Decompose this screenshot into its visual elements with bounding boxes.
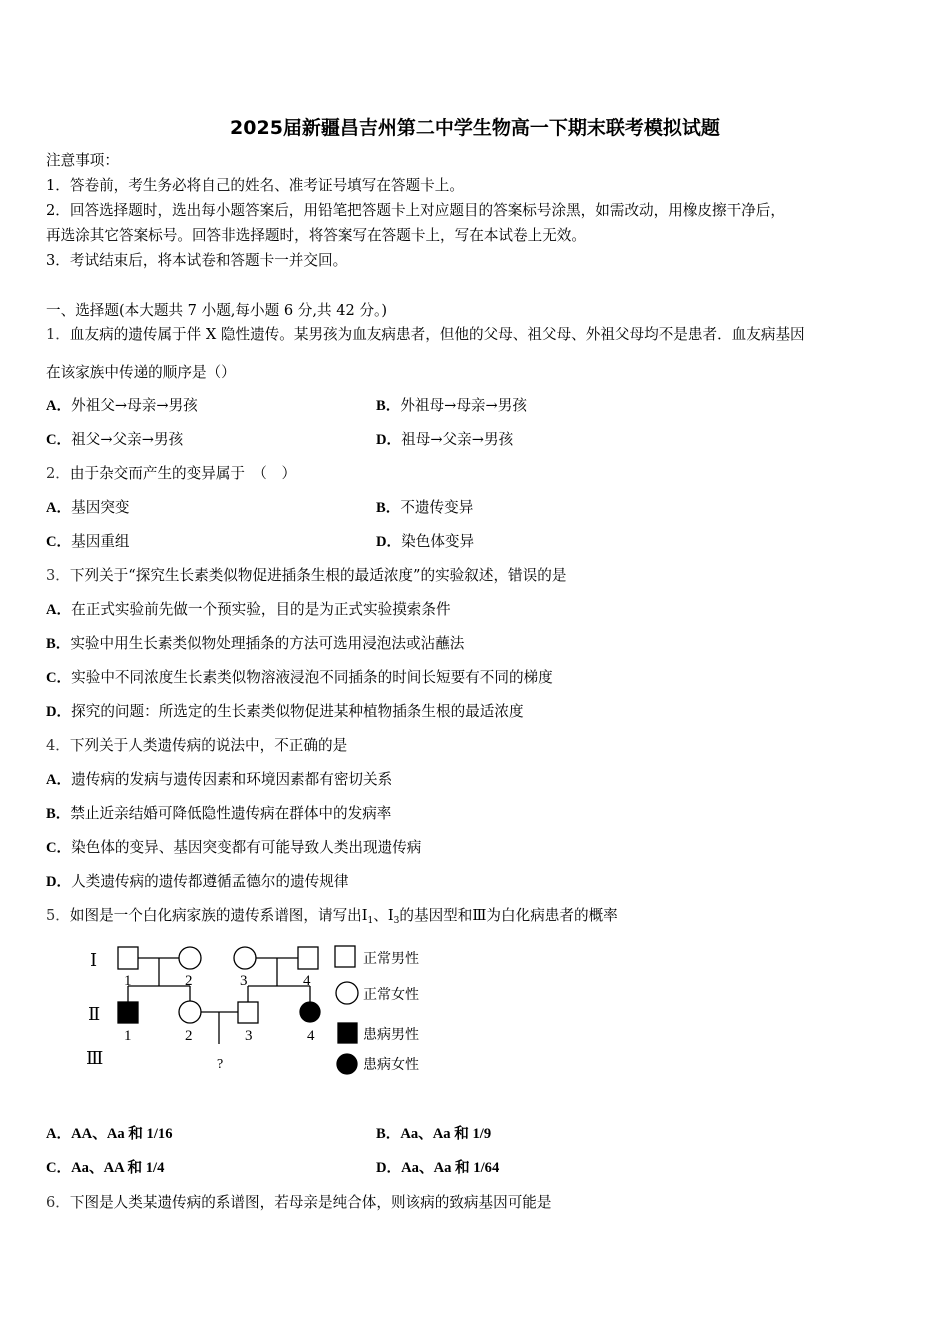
- option-text: 染色体变异: [401, 533, 475, 550]
- q5-option-c: [46, 1158, 164, 1178]
- generation-label-iii: Ⅲ: [86, 1048, 104, 1068]
- option-label: C．: [46, 1160, 72, 1176]
- q4-option-b: [46, 804, 391, 824]
- q1-option-a: [46, 396, 198, 416]
- q2-option-d: [376, 532, 474, 552]
- option-text: 基因重组: [71, 533, 130, 550]
- question-number: 6．: [46, 1194, 70, 1211]
- individual-ii-4-affected-female: [300, 1002, 320, 1022]
- subscript-1: 1: [367, 916, 374, 926]
- option-label: D．: [46, 704, 72, 720]
- question-1-stem: [46, 325, 805, 345]
- legend-affected-female-label: 患病女性: [363, 1058, 419, 1073]
- question-3-stem: [46, 566, 566, 586]
- question-number: 3．: [46, 567, 70, 584]
- option-text: 在正式实验前先做一个预实验，目的是为正式实验摸索条件: [71, 601, 451, 618]
- q4-option-d: [46, 872, 348, 892]
- individual-ii-3-normal-male: [238, 1002, 258, 1023]
- gen1-number-2: 2: [185, 973, 193, 989]
- q3-option-c: [46, 668, 553, 688]
- notice-item-2-cont: 再选涂其它答案标号。回答非选择题时，将答案写在答题卡上，写在本试卷上无效。: [46, 227, 586, 244]
- question-number: 4．: [46, 737, 70, 754]
- q4-option-c: [46, 838, 421, 858]
- option-label: A．: [46, 500, 72, 516]
- option-label: C．: [46, 432, 72, 448]
- notice-item-2: 2．回答选择题时，选出每小题答案后，用铅笔把答题卡上对应题目的答案标号涂黑，如需改动，用橡皮擦干净后，: [46, 202, 785, 219]
- q2-option-a: [46, 498, 130, 518]
- individual-ii-2-normal-female: [179, 1001, 201, 1023]
- individual-i-3-normal-female: [234, 947, 256, 969]
- gen1-number-1: 1: [124, 973, 132, 989]
- option-label: B．: [376, 500, 401, 516]
- q1-option-c: [46, 430, 183, 450]
- gen2-number-3: 3: [245, 1028, 253, 1044]
- individual-ii-1-affected-male: [118, 1002, 138, 1023]
- option-label: D．: [376, 534, 402, 550]
- individual-i-1-normal-male: [118, 947, 138, 969]
- q5-option-b: [376, 1124, 491, 1144]
- option-text: 人类遗传病的遗传都遵循孟德尔的遗传规律: [71, 873, 349, 890]
- option-label: B．: [376, 1126, 401, 1142]
- notice-item-3: 3．考试结束后，将本试卷和答题卡一并交回。: [46, 252, 348, 269]
- option-text: 外祖母→母亲→男孩: [400, 397, 527, 414]
- question-text: 下列关于“探究生长素类似物促进插条生根的最适浓度”的实验叙述，错误的是: [69, 567, 567, 584]
- gen3-unknown-mark: ?: [217, 1057, 224, 1072]
- gen1-number-4: 4: [303, 973, 311, 989]
- question-6-stem: [46, 1193, 552, 1213]
- question-1-stem-cont: 在该家族中传递的顺序是（）: [46, 364, 236, 381]
- option-label: A．: [46, 1126, 72, 1142]
- option-label: C．: [46, 840, 72, 856]
- option-text: 实验中不同浓度生长素类似物溶液浸泡不同插条的时间长短要有不同的梯度: [71, 669, 553, 686]
- option-label: D．: [376, 432, 402, 448]
- option-text: AA、Aa 和 1/16: [71, 1126, 173, 1142]
- notice-item-1: 1．答卷前，考生务必将自己的姓名、准考证号填写在答题卡上。: [46, 177, 464, 194]
- option-text: Aa、AA 和 1/4: [71, 1160, 165, 1176]
- option-text: 不遗传变异: [400, 499, 474, 516]
- gen2-number-4: 4: [307, 1028, 315, 1044]
- option-text: Aa、Aa 和 1/64: [401, 1160, 500, 1176]
- option-label: B．: [46, 636, 71, 652]
- q3-option-b: [46, 634, 464, 654]
- question-text-post: 的基因型和Ⅲ为白化病患者的概率: [399, 907, 618, 924]
- individual-i-2-normal-female: [179, 947, 201, 969]
- gen1-number-3: 3: [240, 973, 248, 989]
- q4-option-a: [46, 770, 392, 790]
- q2-option-b: [376, 498, 473, 518]
- option-text: 遗传病的发病与遗传因素和环境因素都有密切关系: [71, 771, 393, 788]
- legend-normal-female-label: 正常女性: [363, 988, 419, 1003]
- question-text: 下图是人类某遗传病的系谱图，若母亲是纯合体，则该病的致病基因可能是: [69, 1194, 552, 1211]
- question-2-stem: [46, 464, 296, 484]
- q2-option-c: [46, 532, 130, 552]
- q1-option-b: [376, 396, 527, 416]
- option-text: 基因突变: [71, 499, 130, 516]
- question-text-mid: 、Ⅰ: [373, 907, 394, 924]
- legend-normal-male-label: 正常男性: [363, 952, 419, 967]
- option-text: 外祖父→母亲→男孩: [71, 397, 198, 414]
- option-text: 祖父→父亲→男孩: [71, 431, 184, 448]
- q5-option-d: [376, 1158, 499, 1178]
- gen2-number-1: 1: [124, 1028, 132, 1044]
- option-label: D．: [46, 874, 72, 890]
- option-label: B．: [46, 806, 71, 822]
- legend-affected-male-icon: [338, 1023, 357, 1043]
- question-4-stem: [46, 736, 347, 756]
- q1-option-d: [376, 430, 513, 450]
- question-text: 由于杂交而产生的变异属于 （ ）: [69, 465, 297, 482]
- option-text: 实验中用生长素类似物处理插条的方法可选用浸泡法或沾蘸法: [70, 635, 465, 652]
- legend-affected-female-icon: [337, 1054, 357, 1074]
- option-label: B．: [376, 398, 401, 414]
- option-text: 探究的问题：所选定的生长素类似物促进某种植物插条生根的最适浓度: [71, 703, 524, 720]
- option-label: C．: [46, 670, 72, 686]
- question-number: 1．: [46, 326, 70, 343]
- option-label: A．: [46, 602, 72, 618]
- q5-option-a: [46, 1124, 173, 1144]
- option-label: D．: [376, 1160, 402, 1176]
- q3-option-a: [46, 600, 451, 620]
- generation-label-i: Ⅰ: [90, 950, 98, 970]
- q3-option-d: [46, 702, 524, 722]
- question-text: 血友病的遗传属于伴 X 隐性遗传。某男孩为血友病患者，但他的父母、祖父母、外祖父母均不是患者．血友病基因: [69, 326, 805, 343]
- option-text: Aa、Aa 和 1/9: [400, 1126, 492, 1142]
- section-heading: 一、选择题(本大题共 7 小题,每小题 6 分,共 42 分。): [46, 302, 388, 319]
- question-number: 5．: [46, 907, 70, 924]
- question-text: 下列关于人类遗传病的说法中，不正确的是: [69, 737, 348, 754]
- legend-normal-female-icon: [336, 982, 358, 1004]
- question-5-stem: [46, 906, 618, 931]
- legend-normal-male-icon: [335, 946, 355, 967]
- legend-affected-male-label: 患病男性: [363, 1028, 419, 1043]
- notice-heading: 注意事项：: [46, 152, 119, 169]
- gen2-number-2: 2: [185, 1028, 193, 1044]
- option-text: 染色体的变异、基因突变都有可能导致人类出现遗传病: [71, 839, 422, 856]
- option-text: 禁止近亲结婚可降低隐性遗传病在群体中的发病率: [70, 805, 392, 822]
- subscript-3: 3: [393, 916, 400, 926]
- individual-i-4-normal-male: [298, 947, 318, 969]
- page-title: 2025届新疆昌吉州第二中学生物高一下期末联考模拟试题: [230, 117, 720, 139]
- generation-label-ii: Ⅱ: [88, 1004, 101, 1024]
- option-label: A．: [46, 772, 72, 788]
- option-text: 祖母→父亲→男孩: [401, 431, 514, 448]
- option-label: A．: [46, 398, 72, 414]
- pedigree-diagram: [80, 936, 440, 1086]
- option-label: C．: [46, 534, 72, 550]
- question-text-pre: 如图是一个白化病家族的遗传系谱图，请写出Ⅰ: [69, 907, 368, 924]
- question-number: 2．: [46, 465, 70, 482]
